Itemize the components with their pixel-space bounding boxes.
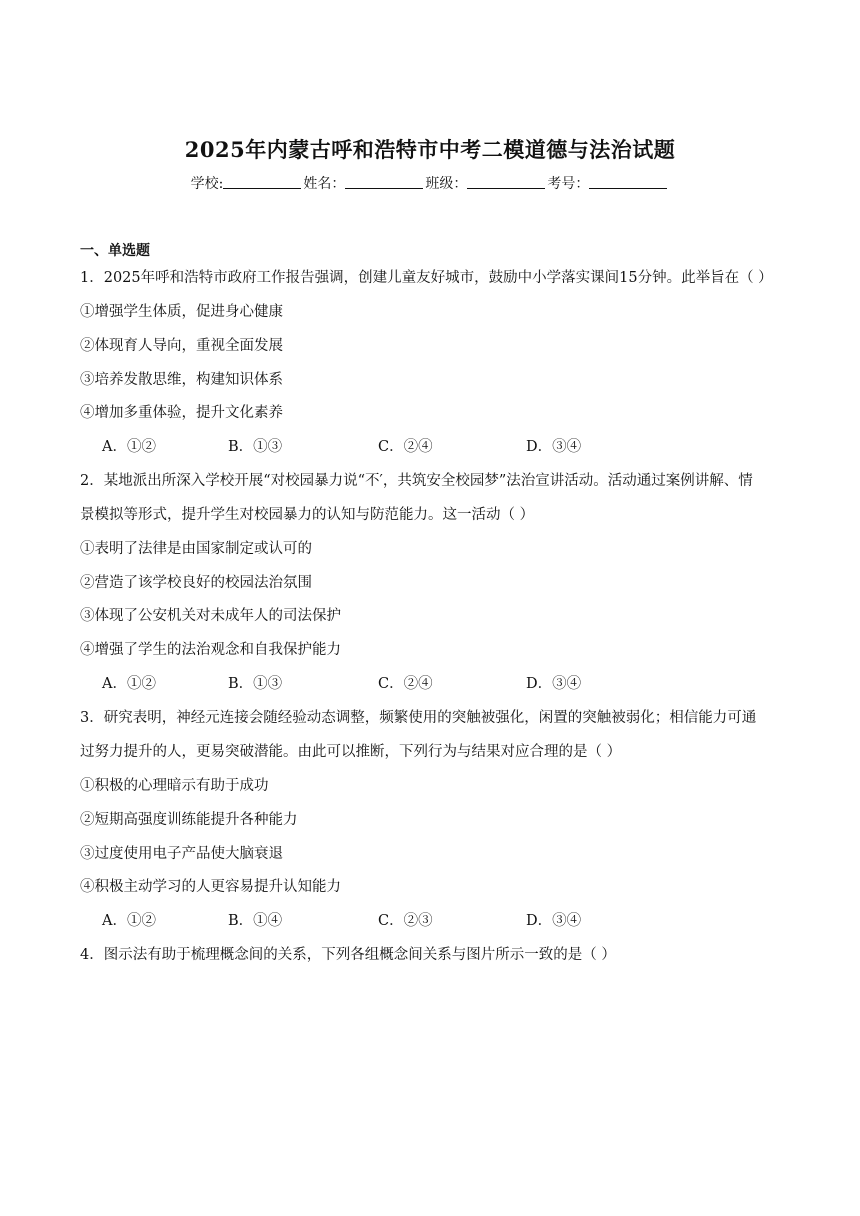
question-3-statement-4: ④积极主动学习的人更容易提升认知能力 [80, 879, 341, 895]
class-label: 班级： [425, 176, 468, 192]
question-2-option-b: B．①③ [228, 676, 283, 692]
section-title: 一、单选题 [80, 243, 150, 259]
question-3-statement-2: ②短期高强度训练能提升各种能力 [80, 812, 298, 828]
question-1-statement-1: ①增强学生体质，促进身心健康 [80, 304, 283, 320]
student-info-line [0, 174, 860, 194]
question-1-statement-3: ③培养发散思维，构建知识体系 [80, 372, 283, 388]
question-1-option-a: A．①② [102, 439, 156, 455]
question-3-stem-line-2: 过努力提升的人，更易突破潜能。由此可以推断，下列行为与结果对应合理的是（ ） [80, 744, 622, 760]
question-2-statement-3: ③体现了公安机关对未成年人的司法保护 [80, 608, 341, 624]
school-label: 学校: [190, 176, 224, 192]
question-1-option-c: C．②④ [378, 439, 433, 455]
school-blank [223, 174, 301, 189]
question-3-option-c: C．②③ [378, 913, 433, 929]
name-blank [345, 174, 423, 189]
question-1-statement-4: ④增加多重体验，提升文化素养 [80, 405, 283, 421]
question-2-option-d: D．③④ [526, 676, 582, 692]
question-4-stem: 4．图示法有助于梳理概念间的关系，下列各组概念间关系与图片所示一致的是（ ） [80, 947, 616, 963]
question-2-statement-4: ④增强了学生的法治观念和自我保护能力 [80, 642, 341, 658]
question-2-stem-line-2: 景模拟等形式，提升学生对校园暴力的认知与防范能力。这一活动（ ） [80, 507, 535, 523]
question-2-stem-line-1: 2．某地派出所深入学校开展“对校园暴力说“不′，共筑安全校园梦”法治宣讲活动。活动通过案例讲解、情 [80, 473, 753, 489]
class-blank [467, 174, 545, 189]
question-3-option-a: A．①② [102, 913, 156, 929]
question-2-option-a: A．①② [102, 676, 156, 692]
question-1-stem: 1．2025年呼和浩特市政府工作报告强调，创建儿童友好城市，鼓励中小学落实课间15分钟。此举旨在（ ） [80, 270, 773, 286]
exam-number-blank [589, 174, 667, 189]
question-3-stem-line-1: 3．研究表明，神经元连接会随经验动态调整，频繁使用的突触被强化，闲置的突触被弱化；相信能力可通 [80, 710, 757, 726]
question-3-option-b: B．①④ [228, 913, 283, 929]
question-3-statement-1: ①积极的心理暗示有助于成功 [80, 778, 269, 794]
exam-number-label: 考号： [547, 176, 590, 192]
page-title: 2025年内蒙古呼和浩特市中考二模道德与法治试题 [184, 137, 676, 162]
question-3-option-d: D．③④ [526, 913, 582, 929]
question-1-option-b: B．①③ [228, 439, 283, 455]
question-2-statement-2: ②营造了该学校良好的校园法治氛围 [80, 575, 312, 591]
question-1-option-d: D．③④ [526, 439, 582, 455]
name-label: 姓名： [303, 176, 346, 192]
question-2-statement-1: ①表明了法律是由国家制定或认可的 [80, 541, 312, 557]
question-3-statement-3: ③过度使用电子产品使大脑衰退 [80, 846, 283, 862]
question-1-statement-2: ②体现育人导向，重视全面发展 [80, 338, 283, 354]
question-2-option-c: C．②④ [378, 676, 433, 692]
